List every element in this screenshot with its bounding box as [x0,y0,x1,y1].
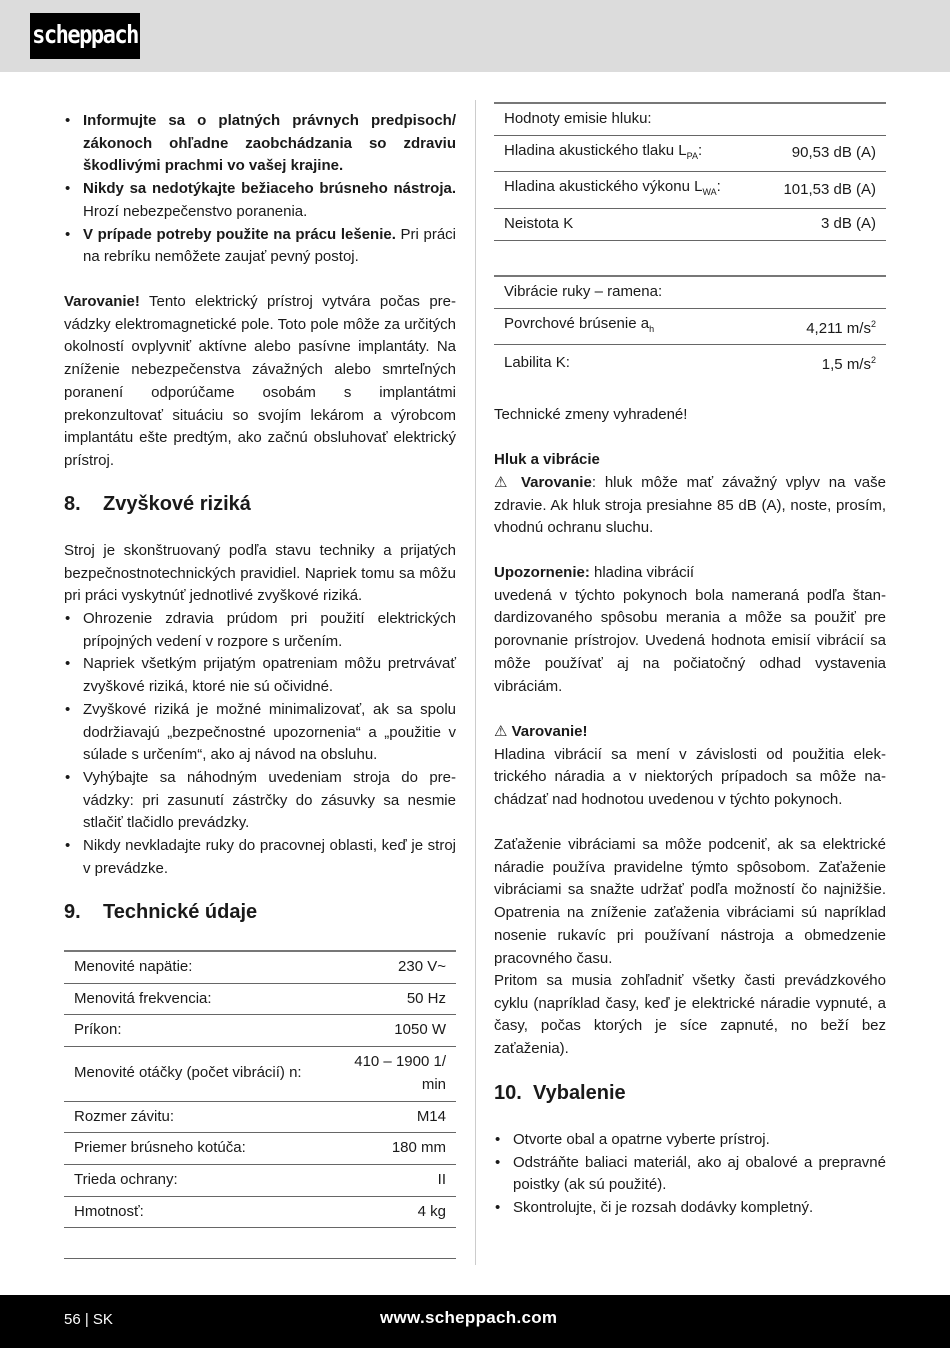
vibration-paragraph-1: Zaťaženie vibráciami sa môže podceniť, ak sa elektrické náradie používa pravidelne týmto spôsobom. Zaťaženie vibráciami sa snažte udržať podľa možností čo najnižšie. Opatrenia na zníženie zaťaženia vibráciami sú napríklad nosenie rukavíc pri používaní nástroja a obmedzenie pracovného času. [494,836,886,967]
list-item: • Informujte sa o platných právnych predpisoch/ zákonoch ohľadne zaobchádzania so zdraviu škodlivými prachmi vo vašej krajine. [64,110,456,178]
warning-icon: ⚠ [494,723,508,740]
table-row: Trieda ochrany: II [64,1165,456,1197]
noise-warning: ⚠ Varovanie: hluk môže mať závažný vplyv na vaše zdravie. Ak hluk stroja presiahne 85 dB (A), noste, prosím, vhodnú ochranu sluchu. [494,474,886,537]
table-row: Menovité otáčky (počet vibrácií) n: 410 – 1900 1/ min [64,1047,456,1101]
page-footer [0,1295,950,1348]
section-9-heading: 9. Technické údaje [64,901,258,923]
table-row: Hladina akustického tlaku $L_{PA}$: 90,53 dB (A) [494,136,886,173]
list-item: • Vyhýbajte sa náhodným uvedeniam stroja do prevádzky: pri zasunutí zástrčky do zásuvky sa nesmie stlačiť tlačidlo prevádzky. [64,767,456,835]
table-row: Hmotnosť: 4 kg [64,1197,456,1229]
list-item: • Skontrolujte, či je rozsah dodávky kompletný. [494,1197,886,1220]
safety-bullets [64,110,456,269]
list-item: • Nikdy nevkladajte ruky do pracovnej oblasti, keď je stroj v prevádzke. [64,835,456,880]
table-empty-row [64,1228,456,1259]
list-item: • Ohrozenie zdravia prúdom pri použití elektrických prípojných vedení v rozpore s určením. [64,608,456,653]
noise-vibration-title: Hluk a vibrácie [494,451,600,468]
unpacking-list [494,1129,886,1220]
emf-warning: Varovanie! Tento elektrický prístroj vytvára počas prevádzky elektromagnetické pole. Toto pole môže za určitých okolností ovplyvniť aktívne alebo pasívne implantáty. Na zníženie nebezpečenstva závažných alebo smrteľných poranení odporúčame osobám s implantátmi prekonzultovať situáciu so svojím lekárom a výrobcom implantátu ešte predtým, ako začnú obsluhovať elektrický prístroj. [64,293,456,469]
website-url: www.scheppach.com [380,1308,558,1327]
list-item: • Odstráňte baliaci materiál, ako aj obalové a prepravné poistky (ak sú použité). [494,1152,886,1197]
table-row: Priemer brúsneho kotúča: 180 mm [64,1133,456,1165]
table-row: Labilita K: 1,5 $m/s^2$ [504,353,876,374]
list-item: • Otvorte obal a opatrne vyberte prístroj. [494,1129,886,1152]
section-8-heading: 8. Zvyškové riziká [64,493,251,515]
section-8-intro: Stroj je skonštruovaný podľa stavu techniky a prijatých bezpečnostnotechnických pravidiel. Napriek tomu sa môžu pri práci vyskytnúť jednotlivé zvyškové riziká. [64,542,456,605]
table-row: Vibrácie ruky – ramena: [494,277,886,309]
page-number: 56 | SK [64,1311,113,1328]
table-row: Hladina akustického výkonu $L_{WA}$: 101,53 dB (A) [494,172,886,209]
table-row: Príkon: 1050 W [64,1015,456,1047]
vibration-warning: ⚠ Varovanie! Hladina vibrácií sa mení v závislosti od použitia elektrického náradia a v niektorých prípadoch sa môže nachádzať nad hodnotou uvedenou v týchto pokynoch. [494,723,886,809]
list-item: • V prípade potreby použite na prácu lešenie. Pri práci na rebríku nemôžete zaujať pevný postoj. [64,224,456,269]
vibration-paragraph-2: Pritom sa musia zohľadniť všetky časti prevádzkového cyklu (napríklad časy, keď je elektrické náradie vypnuté, a časy, počas ktorých je síce zapnuté, no beží bez zaťaženia). [494,972,886,1058]
column-divider [475,100,476,1265]
vibration-note: Upozornenie: hladina vibrácií uvedená v týchto pokynoch bola nameraná podľa štandardizovaného spôsobu merania a môže sa použiť pre porovnanie prístrojov. Uvedená hodnota emisií vibrácií sa môže používať aj na počiatočný odhad vystavenia vibráciám. [494,564,886,695]
table-row: Menovité napätie: 230 V~ [64,952,456,984]
table-row: Rozmer závitu: M14 [64,1102,456,1134]
scheppach-logo: scheppach [30,13,140,59]
table-row: Neistota K 3 dB (A) [494,209,886,241]
table-row: Povrchové brúsenie $a_h$ 4,211 $m/s^2$ [494,309,886,346]
list-item: • Napriek všetkým prijatým opatreniam môžu pretrvávať zvyškové riziká, ktoré nie sú očividné. [64,653,456,698]
technical-data-table [64,950,456,1259]
residual-risks-list [64,608,456,880]
table-row: Menovitá frekvencia: 50 Hz [64,984,456,1016]
table-row: Hodnoty emisie hluku: [494,104,886,136]
noise-table [494,102,886,241]
section-10-heading: 10. Vybalenie [494,1082,626,1104]
warning-icon: ⚠ [494,474,513,491]
page-header [0,0,950,72]
changes-note: Technické zmeny vyhradené! [494,406,688,423]
vibration-table [494,275,886,381]
list-item: • Zvyškové riziká je možné minimalizovať, ak sa spolu dodržiavajú „bezpečnostné upozornenia“ a „použitie v súlade s určením“, ako aj návod na obsluhu. [64,699,456,767]
list-item: • Nikdy sa nedotýkajte bežiaceho brúsneho nástroja. Hrozí nebezpečenstvo poranenia. [64,178,456,223]
